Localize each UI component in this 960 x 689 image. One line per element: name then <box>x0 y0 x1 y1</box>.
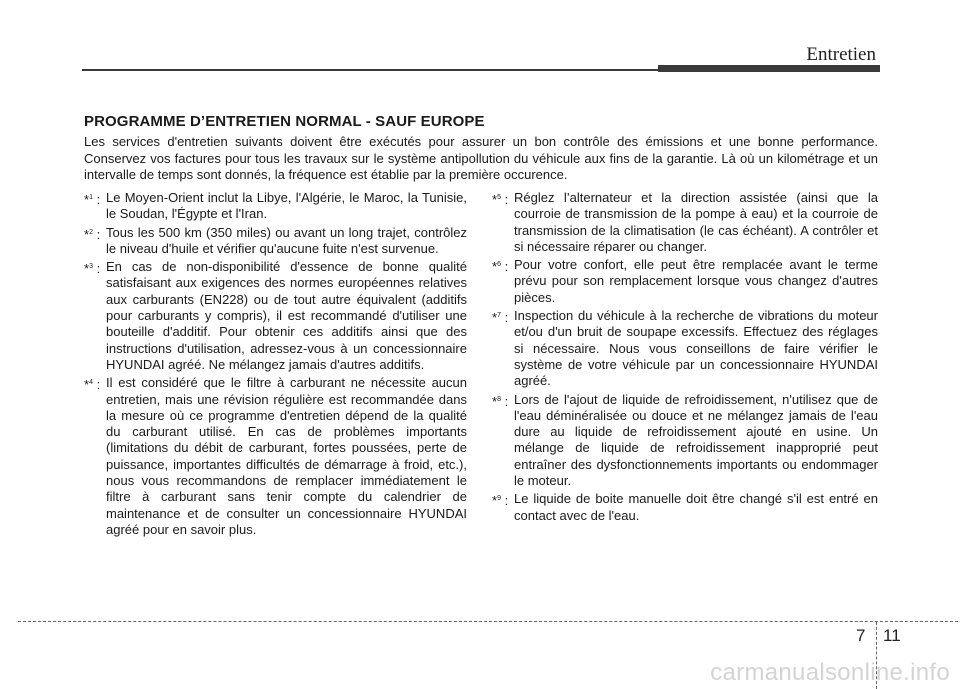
footnote-marker: *$^1$ : <box>84 192 101 207</box>
footer-divider <box>18 621 958 622</box>
page-header-title: Entretien <box>806 44 876 65</box>
footnote-text: Le Moyen-Orient inclut la Libye, l'Algérie, le Maroc, la Tunisie, le Soudan, l'Égypte et l'Iran. <box>106 190 467 222</box>
header-divider <box>82 69 662 71</box>
footnote-text: Lors de l'ajout de liquide de refroidissement, n'utilisez que de l'eau déminéralisée ou douce et ne mélangez jamais de l'eau dure au liquide de refroidissement ajouté en usine. Un mélange de liquide de refroidissement inapproprié peut entraîner des dysfonctionnements importants ou endommager le moteur. <box>514 391 878 489</box>
footnote-marker: *$^2$ : <box>84 226 101 242</box>
footnote-marker: *$^9$ : <box>492 493 509 509</box>
footnote-marker: *$^5$ : <box>492 192 509 207</box>
footnote-7 <box>492 308 878 389</box>
footnote-text: Tous les 500 km (350 miles) ou avant un long trajet, contrôlez le niveau d'huile et vérifier qu'aucune fuite n'est survenue. <box>106 224 467 256</box>
footnote-text: Inspection du véhicule à la recherche de vibrations du moteur et/ou d'un bruit de soupape excessifs. Effectuez des réglages si nécessaire. Nous vous conseillons de faire vérifier le système de votre véhicule par un concessionnaire HYUNDAI agréé. <box>514 308 878 389</box>
footnote-1 <box>84 190 467 223</box>
footnote-text: Réglez l’alternateur et la direction assistée (ainsi que la courroie de transmission de la pompe à eau) et la courroie de transmission de la climatisation (le cas échéant). A contrôler et si nécessaire réparer ou changer. <box>514 190 878 254</box>
footnote-text: En cas de non-disponibilité d'essence de bonne qualité satisfaisant aux exigences des normes européennes relatives aux carburants (EN228) ou de tout autre équivalent (additifs pour carburants y compris), il est recommandé d'utiliser une bouteille d'additif. Pour obtenir ces additifs ainsi que des instructions d'utilisation, adressez-vous à un concessionnaire HYUNDAI agréé. Ne mélangez jamais d'autres additifs. <box>106 259 467 372</box>
footnote-3 <box>84 259 467 373</box>
header-divider-bold <box>658 65 880 72</box>
footnote-text: Pour votre confort, elle peut être remplacée avant le terme prévu pour son remplacement lorsque vous changez d'autres pièces. <box>514 257 878 305</box>
footnote-text: Le liquide de boite manuelle doit être changé s'il est entré en contact avec de l'eau. <box>514 491 878 523</box>
footnote-5 <box>492 190 878 255</box>
footnote-9 <box>492 491 878 524</box>
intro-paragraph: Les services d'entretien suivants doivent être exécutés pour assurer un bon contrôle des émissions et une bonne performance. Conservez vos factures pour tous les travaux sur le système antipollution du véhicule aux fins de la garantie. Là où un kilométrage et un intervalle de temps sont donnés, la fréquence est établie par la première occurence. <box>84 134 878 182</box>
watermark: carmanualsonline.info <box>710 659 950 686</box>
footnote-2 <box>84 225 467 258</box>
footnote-marker: *$^8$ : <box>492 393 509 409</box>
footnote-6 <box>492 257 878 306</box>
section-heading: PROGRAMME D’ENTRETIEN NORMAL - SAUF EUROPE <box>84 113 485 130</box>
footnote-marker: *$^6$ : <box>492 259 509 275</box>
page-number: 11 <box>883 626 901 645</box>
footnote-marker: *$^3$ : <box>84 261 101 277</box>
chapter-number: 7 <box>856 626 866 645</box>
footnote-marker: *$^4$ : <box>84 377 101 393</box>
notes-column-left <box>84 190 467 540</box>
footnote-text: Il est considéré que le filtre à carburant ne nécessite aucun entretien, mais une révision régulière est recommandée dans la mesure où ce programme d'entretien dépend de la qualité du carburant utilisé. En cas de problèmes importants (limitations du débit de carburant, fortes poussées, perte de puissance, importantes difficultés de démarrage à froid, etc.), nous vous recommandons de remplacer immédiatement le filtre à carburant sans tenir compte du calendrier de maintenance et de consulter un concessionnaire HYUNDAI agréé pour en savoir plus. <box>106 375 467 537</box>
footnote-4 <box>84 375 467 538</box>
notes-column-right <box>492 190 878 526</box>
footnote-8 <box>492 392 878 490</box>
footnote-marker: *$^7$ : <box>492 310 509 326</box>
